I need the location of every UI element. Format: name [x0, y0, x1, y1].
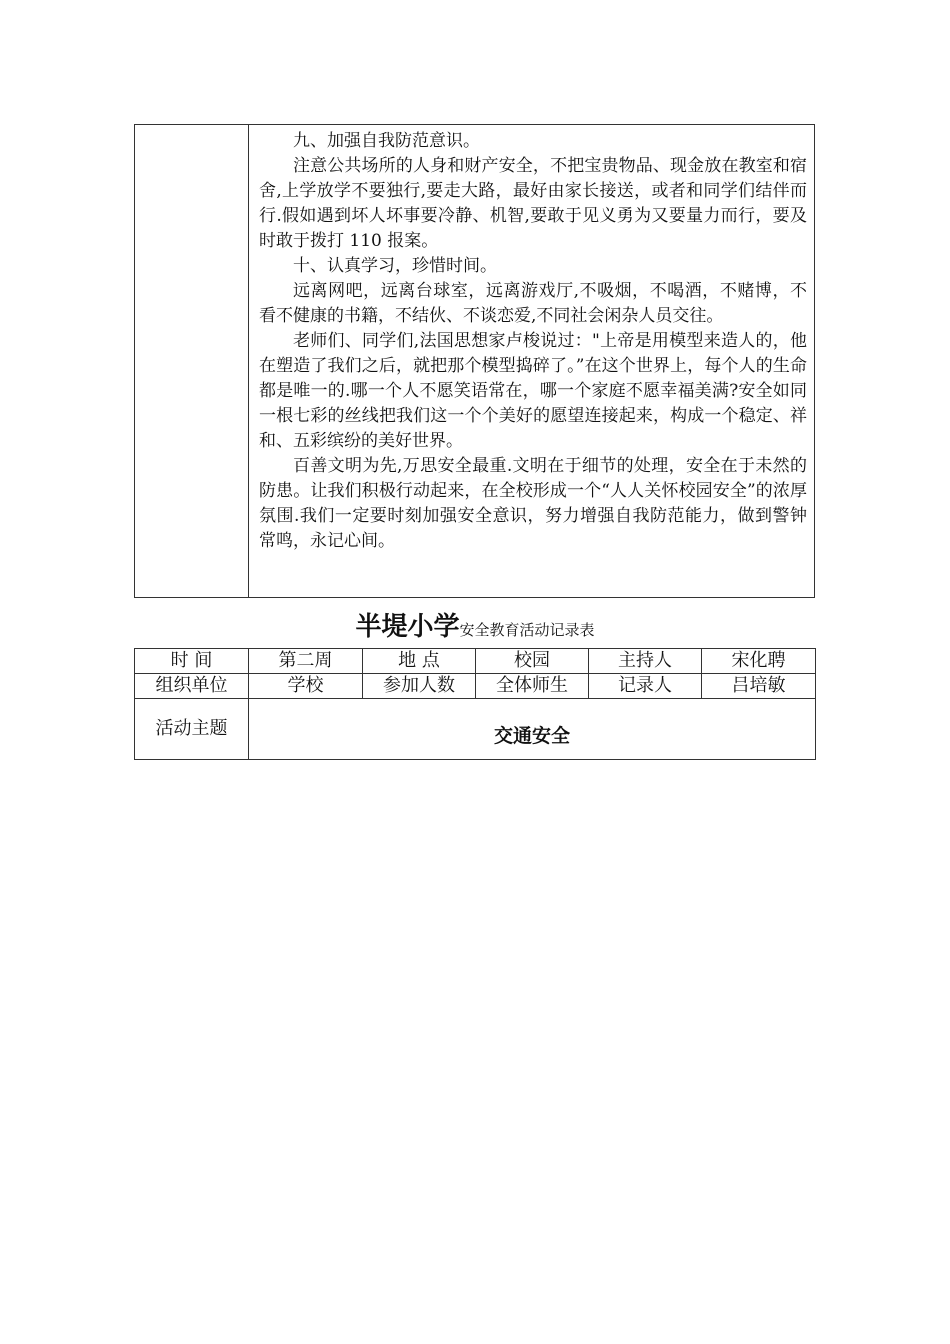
time-value: 第二周 — [249, 649, 363, 674]
paragraph: 十、认真学习，珍惜时间。 — [293, 256, 497, 276]
organizer-value: 学校 — [249, 674, 363, 699]
recorder-value: 吕培敏 — [702, 674, 816, 699]
location-value: 校园 — [476, 649, 589, 674]
paragraph: 九、加强自我防范意识。 — [293, 131, 480, 151]
location-label: 地 点 — [363, 649, 476, 674]
label-column — [135, 125, 249, 597]
paragraph: 百善文明为先,万思安全最重.文明在于细节的处理，安全在于未然的防患。让我们积极行动起来，在全校形成一个“人人关怀校园安全”的浓厚氛围.我们一定要时刻加强安全意识，努力增强自我防范能力，做到警钟常鸣，永记心间。 — [259, 456, 807, 551]
activity-content-table — [134, 124, 815, 598]
theme-label: 活动主题 — [135, 699, 249, 760]
recorder-label: 记录人 — [589, 674, 702, 699]
participants-label: 参加人数 — [363, 674, 476, 699]
participants-value: 全体师生 — [476, 674, 589, 699]
form-title — [0, 606, 950, 643]
paragraph: 远离网吧，远离台球室，远离游戏厅,不吸烟，不喝酒，不赌博，不看不健康的书籍，不结伙、不谈恋爱,不同社会闲杂人员交往。 — [259, 281, 807, 326]
table-row — [135, 674, 816, 699]
activity-content — [259, 129, 807, 554]
time-label: 时 间 — [135, 649, 249, 674]
record-table — [134, 648, 816, 760]
host-value: 宋化聘 — [702, 649, 816, 674]
table-row — [135, 699, 816, 760]
table-row — [135, 649, 816, 674]
paragraph: 注意公共场所的人身和财产安全，不把宝贵物品、现金放在教室和宿舍,上学放学不要独行,要走大路，最好由家长接送，或者和同学们结伴而行.假如遇到坏人坏事要冷静、机智,要敢于见义勇为又要量力而行，要及时敢于拨打 110 报案。 — [259, 156, 807, 251]
theme-value: 交通安全 — [249, 699, 816, 760]
organizer-label: 组织单位 — [135, 674, 249, 699]
paragraph: 老师们、同学们,法国思想家卢梭说过："上帝是用模型来造人的，他在塑造了我们之后，就把那个模型捣碎了。”在这个世界上，每个人的生命都是唯一的.哪一个人不愿笑语常在，哪一个家庭不愿幸福美满?安全如同一根七彩的丝线把我们这一个个美好的愿望连接起来，构成一个稳定、祥和、五彩缤纷的美好世界。 — [259, 331, 807, 451]
form-subtitle: 安全教育活动记录表 — [459, 621, 595, 639]
host-label: 主持人 — [589, 649, 702, 674]
school-name: 半堤小学 — [355, 612, 460, 642]
